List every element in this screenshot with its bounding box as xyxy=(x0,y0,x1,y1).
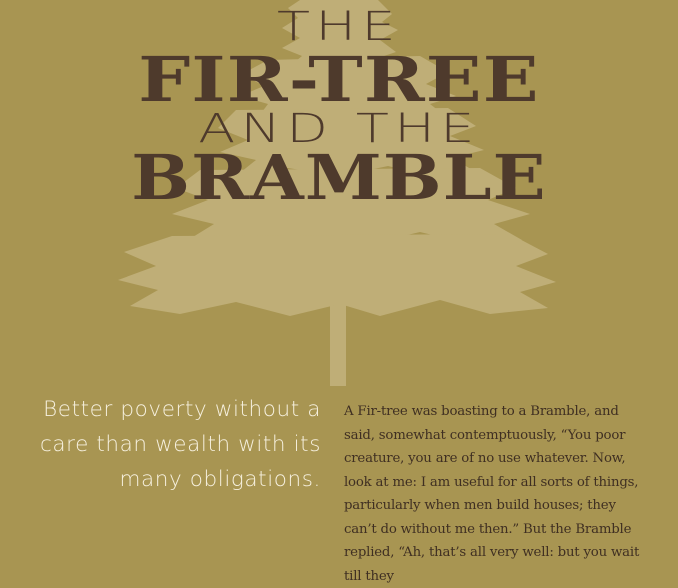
title-line-and-the: AND THE xyxy=(198,106,480,152)
title-line-bramble: BRAMBLE xyxy=(131,141,547,214)
title-line-fir-tree: FIR-TREE xyxy=(138,43,540,116)
story-text: A Fir-tree was boasting to a Bramble, and said, somewhat contemptuously, “You poor creature, you are of no use whatever. Now, look at me: I am useful for all sorts of things, particularly when men build houses; they can’t do without me then.” But the Bramble replied, “Ah, that’s all very well: but you wait till they xyxy=(344,404,640,584)
tree-trunk xyxy=(330,300,346,386)
moral-quote: Better poverty without a care than wealth with its many obligations. xyxy=(39,397,321,492)
title-line-the: THE xyxy=(277,4,401,50)
tree-tier-5 xyxy=(118,234,556,316)
